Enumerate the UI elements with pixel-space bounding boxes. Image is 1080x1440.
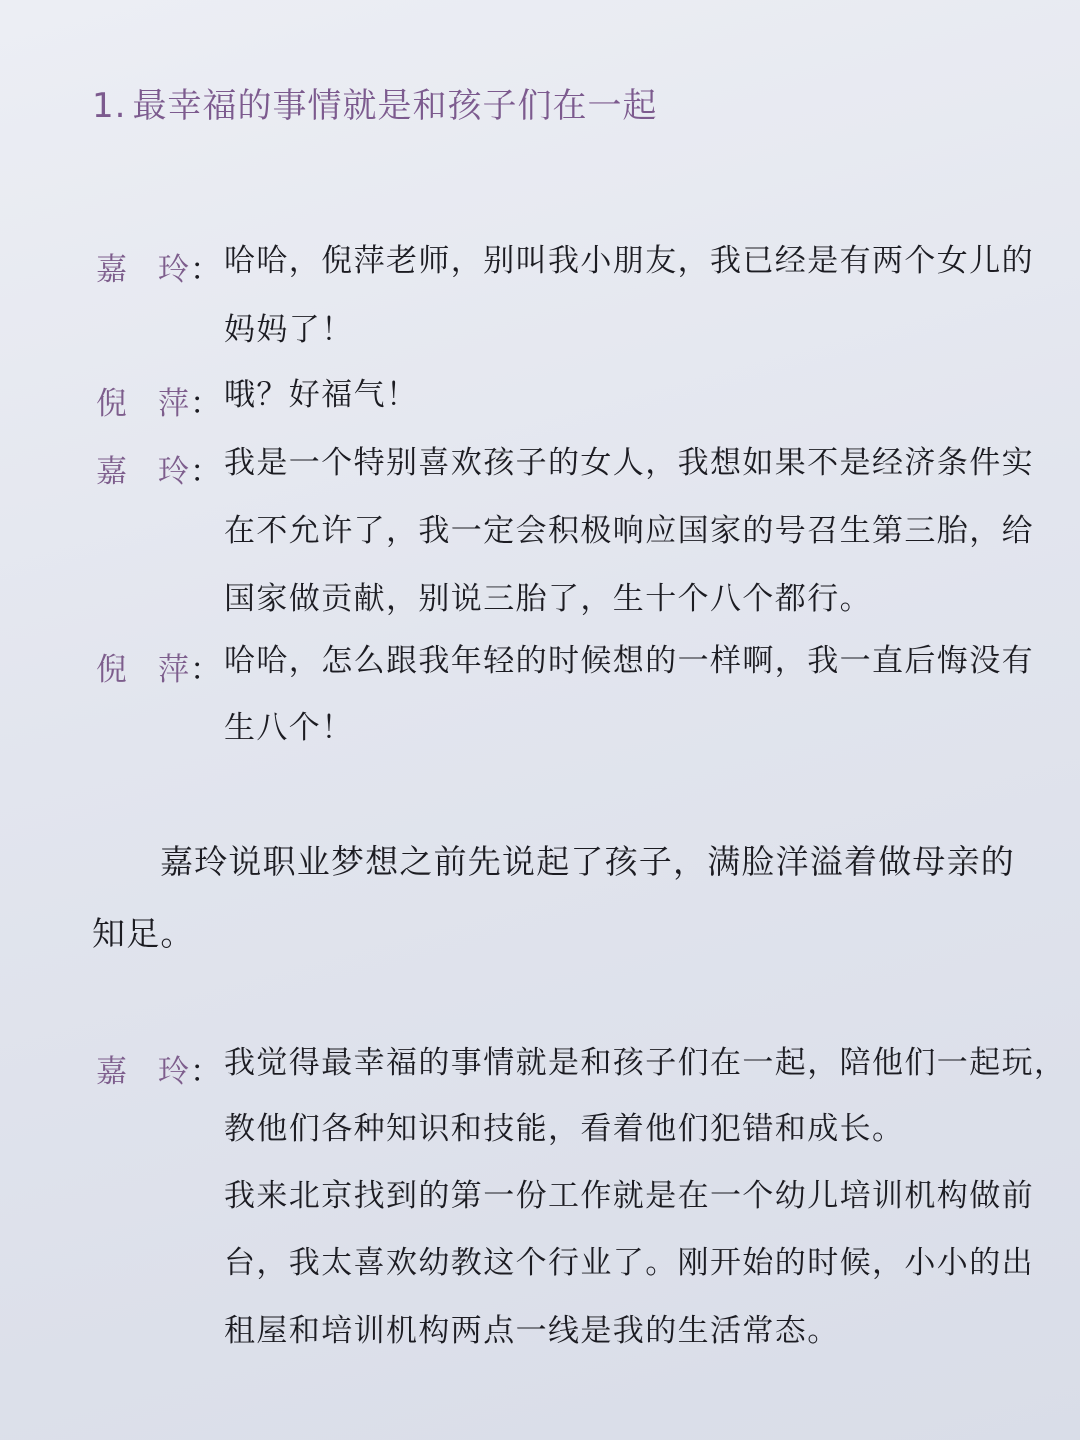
speaker-char: 玲 <box>158 1054 189 1090</box>
dialogue-line: 国家做贡献，别说三胎了，生十个八个都行。 <box>224 581 872 617</box>
dialogue-line: 妈妈了！ <box>224 312 354 348</box>
speaker-char: 倪 <box>96 652 127 688</box>
dialogue-colon: ： <box>190 252 221 288</box>
speaker-char: 萍 <box>158 386 189 422</box>
section-number: 1. <box>92 86 127 126</box>
speaker-jialing <box>96 244 189 289</box>
dialogue-line: 我觉得最幸福的事情就是和孩子们在一起，陪他们一起玩， <box>224 1045 1067 1081</box>
dialogue-colon: ： <box>190 1054 221 1090</box>
narration-line: 嘉玲说职业梦想之前先说起了孩子，满脸洋溢着做母亲的 <box>160 842 1015 881</box>
dialogue-line: 哈哈，怎么跟我年轻的时候想的一样啊，我一直后悔没有 <box>224 643 1034 679</box>
dialogue-colon: ： <box>190 652 221 688</box>
speaker-char: 嘉 <box>96 1054 127 1090</box>
dialogue-line: 台，我太喜欢幼教这个行业了。刚开始的时候，小小的出 <box>224 1245 1034 1281</box>
section-title <box>92 78 657 127</box>
section-title-text: 最幸福的事情就是和孩子们在一起 <box>132 86 658 126</box>
dialogue-line: 我是一个特别喜欢孩子的女人，我想如果不是经济条件实 <box>224 445 1034 481</box>
speaker-jialing <box>96 446 189 491</box>
speaker-char: 倪 <box>96 386 127 422</box>
speaker-char: 嘉 <box>96 454 127 490</box>
dialogue-colon: ： <box>190 454 221 490</box>
narration-line: 知足。 <box>92 914 195 953</box>
speaker-char: 玲 <box>158 454 189 490</box>
speaker-jialing <box>96 1046 189 1091</box>
speaker-char: 玲 <box>158 252 189 288</box>
dialogue-colon: ： <box>190 386 221 422</box>
speaker-char: 萍 <box>158 652 189 688</box>
dialogue-line: 生八个！ <box>224 710 354 746</box>
speaker-niping <box>96 378 189 423</box>
dialogue-line: 我来北京找到的第一份工作就是在一个幼儿培训机构做前 <box>224 1178 1034 1214</box>
speaker-char: 嘉 <box>96 252 127 288</box>
dialogue-line: 租屋和培训机构两点一线是我的生活常态。 <box>224 1313 840 1349</box>
dialogue-line: 哦？好福气！ <box>224 377 419 413</box>
dialogue-line: 在不允许了，我一定会积极响应国家的号召生第三胎，给 <box>224 513 1034 549</box>
speaker-niping <box>96 644 189 689</box>
dialogue-line: 教他们各种知识和技能，看着他们犯错和成长。 <box>224 1111 905 1147</box>
dialogue-line: 哈哈，倪萍老师，别叫我小朋友，我已经是有两个女儿的 <box>224 243 1034 279</box>
